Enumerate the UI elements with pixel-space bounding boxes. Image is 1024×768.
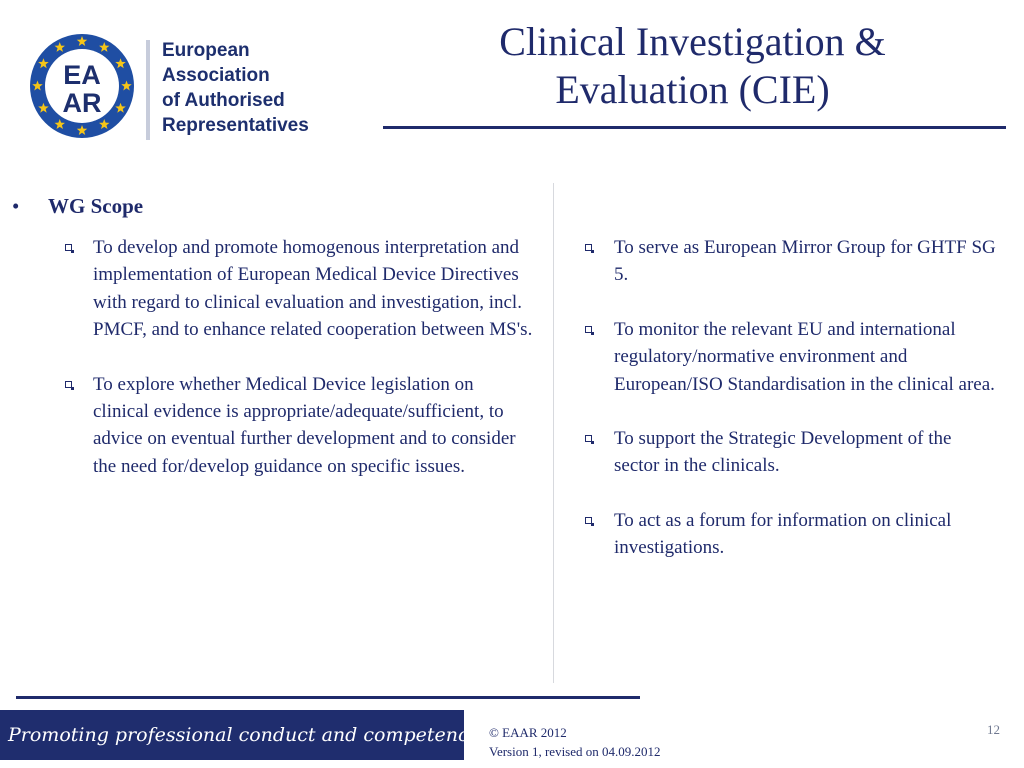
checkbox-bullet-icon [65, 244, 72, 251]
title-line-2: Evaluation (CIE) [555, 67, 830, 112]
list-item-text: To monitor the relevant EU and international regulatory/normative environment and European/ISO Standardisation in the clinical area. [614, 318, 995, 395]
checkbox-bullet-icon [585, 326, 592, 333]
checkbox-bullet-icon [65, 381, 72, 388]
checkbox-bullet-icon [585, 435, 592, 442]
version-text: Version 1, revised on 04.09.2012 [489, 744, 661, 759]
wg-scope-heading [12, 194, 143, 219]
heading-label: WG Scope [48, 194, 144, 218]
title-underline [383, 126, 1006, 129]
list-item-text: To explore whether Medical Device legislation on clinical evidence is appropriate/adequate/sufficient, to advice on eventual further development and to consider the need for/develop guidance on specific issues. [93, 373, 516, 477]
checkbox-bullet-icon [585, 517, 592, 524]
list-item [614, 425, 999, 480]
list-item-text: To act as a forum for information on clinical investigations. [614, 509, 952, 559]
column-divider [553, 183, 554, 683]
checkbox-bullet-icon [585, 244, 592, 251]
right-scope-list [614, 234, 999, 562]
logo-line: Representatives [162, 115, 309, 136]
list-item-text: To support the Strategic Development of the sector in the clinicals. [614, 428, 952, 477]
bullet-dot: • [12, 194, 20, 218]
list-item [93, 234, 533, 344]
logo-line: Association [162, 65, 270, 86]
list-item-text: To serve as European Mirror Group for GHTF SG 5. [614, 237, 996, 286]
logo-org-name [162, 38, 309, 138]
footer-rule [16, 696, 640, 699]
page-number: 12 [987, 722, 1000, 737]
logo-line: European [162, 40, 250, 61]
footer-info [489, 723, 661, 761]
left-scope-list [93, 234, 533, 480]
title-line-1: Clinical Investigation & [499, 19, 886, 64]
badge-text-top: EA [63, 60, 101, 90]
list-item [614, 316, 999, 398]
list-item [93, 371, 533, 481]
list-item [614, 507, 999, 562]
list-item-text: To develop and promote homogenous interpretation and implementation of European Medical Device Directives with regard to clinical evaluation and investigation, incl. PMCF, and to enhance related cooperation between MS's. [93, 237, 533, 341]
badge-text-bottom: AR [62, 88, 102, 118]
eaar-logo [20, 22, 335, 147]
footer-tagline-banner: Promoting professional conduct and competence [0, 710, 464, 760]
copyright-text: © EAAR 2012 [489, 725, 567, 740]
slide-title [380, 18, 1005, 114]
eaar-badge-icon [28, 32, 136, 140]
logo-divider [146, 40, 150, 140]
logo-line: of Authorised [162, 90, 285, 111]
list-item [614, 234, 999, 289]
